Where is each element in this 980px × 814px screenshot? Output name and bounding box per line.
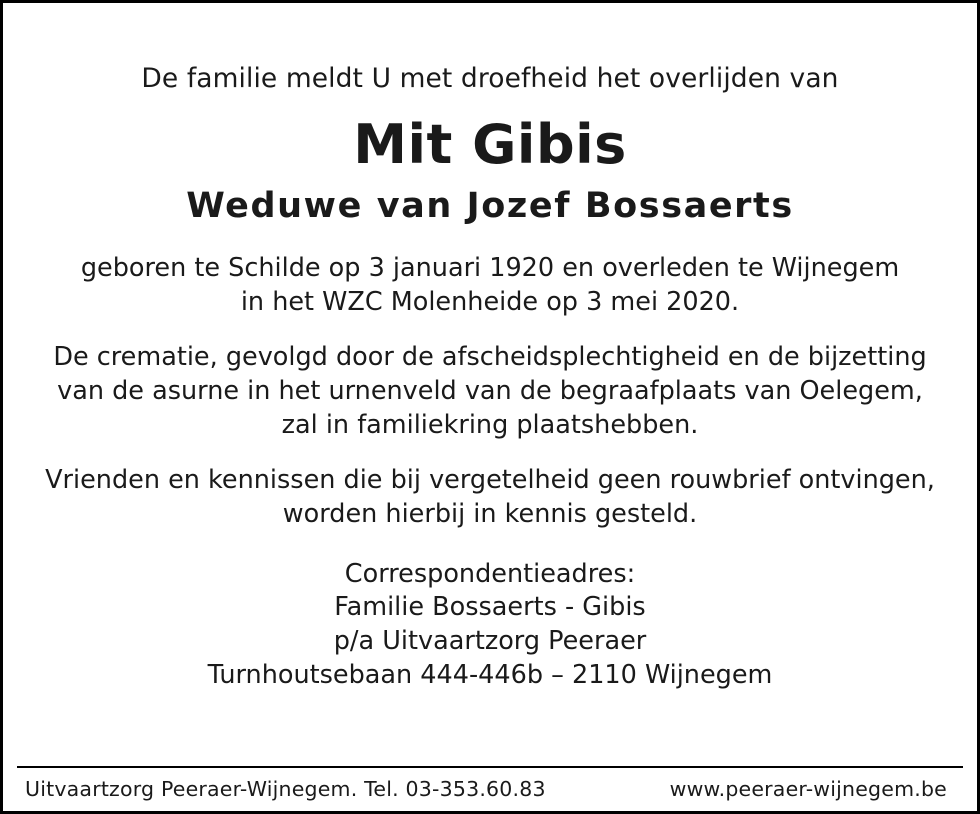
correspondence-heading: Correspondentieadres: (344, 558, 636, 589)
deceased-name: Mit Gibis (353, 112, 627, 176)
ceremony-paragraph: De crematie, gevolgd door de afscheidsplechtigheid en de bijzetting van de asurne in het urnenveld van de begraafplaats van Oelegem, zal in familiekring plaatshebben. (53, 342, 927, 440)
friends-notice-paragraph: Vrienden en kennissen die bij vergetelheid geen rouwbrief ontvingen, worden hierbij in kennis gesteld. (45, 465, 935, 529)
correspondence-family: Familie Bossaerts - Gibis (334, 592, 646, 623)
funeral-home-website[interactable]: www.peeraer-wijnegem.be (669, 777, 947, 801)
correspondence-address-block (208, 558, 773, 694)
intro-line: De familie meldt U met droefheid het overlijden van (141, 63, 839, 94)
funeral-home-contact: Uitvaartzorg Peeraer-Wijnegem. Tel. 03-353.60.83 (25, 777, 546, 801)
correspondence-care-of: p/a Uitvaartzorg Peeraer (333, 626, 647, 657)
spouse-line: Weduwe van Jozef Bossaerts (186, 186, 794, 227)
correspondence-street: Turnhoutsebaan 444-446b – 2110 Wijnegem (207, 660, 773, 691)
notice-content (3, 3, 977, 766)
notice-footer (3, 768, 977, 811)
birth-death-paragraph: geboren te Schilde op 3 januari 1920 en overleden te Wijnegem in het WZC Molenheide op 3 mei 2020. (80, 252, 900, 317)
